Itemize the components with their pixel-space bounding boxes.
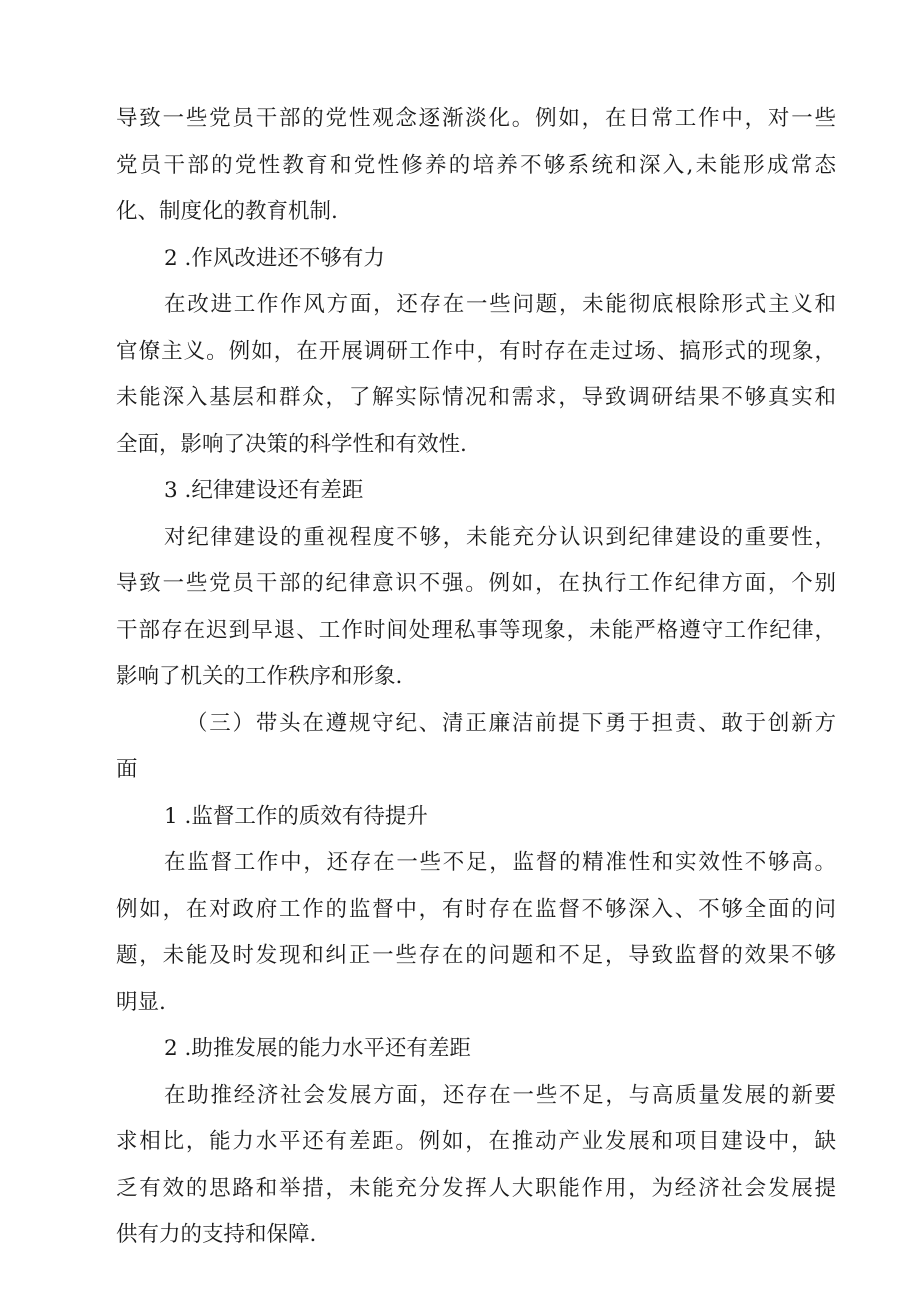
document-body — [116, 96, 836, 1259]
text-line: 全面，影响了决策的科学性和有效性. — [116, 431, 467, 457]
section-heading: 1 .监督工作的质效有待提升 — [164, 803, 428, 829]
text-line: 未能深入基层和群众，了解实际情况和需求，导致调研结果不够真实和 — [116, 385, 836, 410]
section-heading: 2 .作风改进还不够有力 — [164, 245, 385, 271]
text-line: 在监督工作中，还存在一些不足，监督的精准性和实效性不够高。 — [164, 850, 836, 875]
text-line: 对纪律建设的重视程度不够，未能充分认识到纪律建设的重要性， — [164, 524, 836, 550]
text-line: 乏有效的思路和举措，未能充分发挥人大职能作用，为经济社会发展提 — [116, 1175, 836, 1201]
text-line: 导致一些党员干部的纪律意识不强。例如，在执行工作纪律方面，个别 — [116, 571, 836, 596]
text-line: 干部存在迟到早退、工作时间处理私事等现象，未能严格遵守工作纪律， — [116, 617, 836, 643]
text-line: 题，未能及时发现和纠正一些存在的问题和不足，导致监督的效果不够 — [116, 943, 836, 968]
text-line: 供有力的支持和保障. — [116, 1222, 317, 1247]
text-line: 例如，在对政府工作的监督中，有时存在监督不够深入、不够全面的问 — [116, 896, 836, 922]
text-line: 求相比，能力水平还有差距。例如，在推动产业发展和项目建设中，缺 — [116, 1129, 836, 1154]
text-line: 导致一些党员干部的党性观念逐渐淡化。例如，在日常工作中，对一些 — [116, 106, 836, 131]
text-line: 官僚主义。例如，在开展调研工作中，有时存在走过场、搞形式的现象， — [116, 338, 836, 364]
text-line: 明显. — [116, 989, 166, 1015]
text-line: 化、制度化的教育机制. — [116, 199, 338, 224]
text-line: 影响了机关的工作秩序和形象. — [116, 664, 403, 689]
text-line: 在改进工作作风方面，还存在一些问题，未能彻底根除形式主义和 — [164, 292, 836, 317]
section-heading: 2 .助推发展的能力水平还有差距 — [164, 1036, 471, 1061]
chapter-heading: （三）带头在遵规守纪、清正廉洁前提下勇于担责、敢于创新方 — [186, 710, 836, 736]
text-line: 在助推经济社会发展方面，还存在一些不足，与高质量发展的新要 — [164, 1082, 836, 1108]
text-line: 党员干部的党性教育和党性修养的培养不够系统和深入,未能形成常态 — [116, 152, 836, 178]
chapter-heading-continued: 面 — [116, 757, 138, 782]
section-heading: 3 .纪律建设还有差距 — [164, 478, 364, 503]
